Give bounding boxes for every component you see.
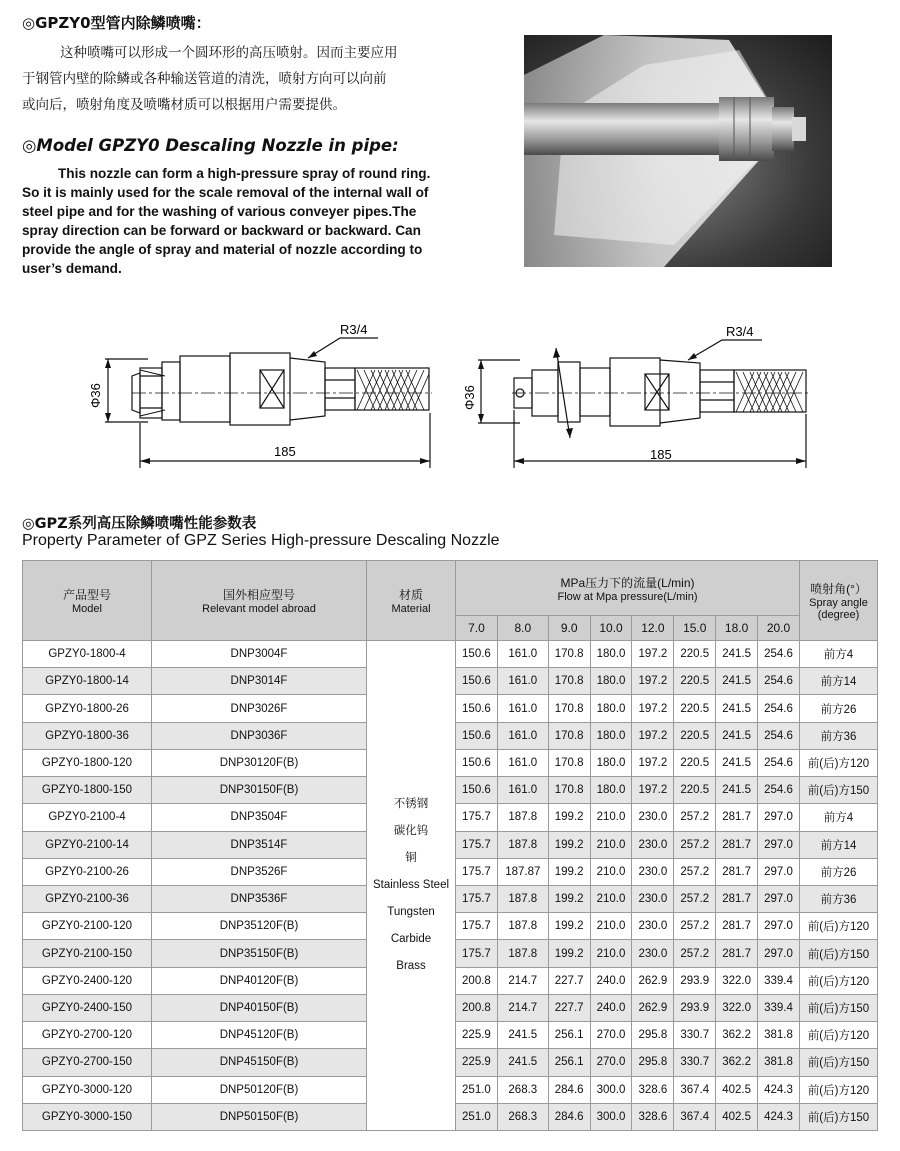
flow-cell: 241.5 [716, 722, 758, 749]
spray-angle-cell: 前(后)方120 [800, 1022, 878, 1049]
model-cell: GPZY0-2100-14 [23, 831, 152, 858]
model-header: 产品型号 Model [23, 561, 152, 641]
flow-cell: 257.2 [674, 858, 716, 885]
model-cell: GPZY0-3000-150 [23, 1103, 152, 1130]
flow-cell: 328.6 [632, 1076, 674, 1103]
pressure-header: 15.0 [674, 616, 716, 641]
flow-cell: 240.0 [590, 967, 632, 994]
flow-cell: 180.0 [590, 749, 632, 776]
flow-cell: 175.7 [456, 858, 498, 885]
flow-cell: 295.8 [632, 1049, 674, 1076]
flow-cell: 281.7 [716, 913, 758, 940]
flow-cell: 254.6 [758, 641, 800, 668]
abroad-model-cell: DNP35150F(B) [152, 940, 367, 967]
nozzle-spray-photo [524, 35, 832, 267]
en-line: provide the angle of spray and material of nozzle according to [22, 242, 423, 257]
flow-cell: 262.9 [632, 967, 674, 994]
flow-cell: 187.8 [497, 804, 548, 831]
model-cell: GPZY0-2100-36 [23, 885, 152, 912]
model-cell: GPZY0-2400-120 [23, 967, 152, 994]
en-line: So it is mainly used for the scale removal of the internal wall of [22, 185, 429, 200]
material-header: 材质 Material [367, 561, 456, 641]
abroad-model-cell: DNP3514F [152, 831, 367, 858]
flow-cell: 284.6 [548, 1076, 590, 1103]
flow-cell: 170.8 [548, 695, 590, 722]
flow-cell: 175.7 [456, 885, 498, 912]
flow-cell: 187.8 [497, 831, 548, 858]
flow-cell: 180.0 [590, 668, 632, 695]
flow-cell: 214.7 [497, 967, 548, 994]
flow-cell: 150.6 [456, 722, 498, 749]
flow-cell: 150.6 [456, 668, 498, 695]
flow-cell: 251.0 [456, 1076, 498, 1103]
flow-cell: 230.0 [632, 913, 674, 940]
abroad-model-cell: DNP3036F [152, 722, 367, 749]
flow-cell: 199.2 [548, 940, 590, 967]
flow-cell: 257.2 [674, 885, 716, 912]
material-cell [367, 641, 456, 1131]
flow-cell: 220.5 [674, 695, 716, 722]
flow-cell: 381.8 [758, 1022, 800, 1049]
cn-line: 于钢管内壁的除鳞或各种输送管道的清洗，喷射方向可以向前 [22, 71, 387, 87]
material-item: Tungsten Carbide [387, 906, 435, 945]
model-cell: GPZY0-2100-4 [23, 804, 152, 831]
flow-cell: 180.0 [590, 777, 632, 804]
spray-angle-cell: 前方14 [800, 668, 878, 695]
flow-cell: 328.6 [632, 1103, 674, 1130]
flow-cell: 270.0 [590, 1049, 632, 1076]
spray-angle-cell: 前方26 [800, 695, 878, 722]
abroad-model-cell: DNP45120F(B) [152, 1022, 367, 1049]
model-cell: GPZY0-2100-26 [23, 858, 152, 885]
flow-cell: 170.8 [548, 777, 590, 804]
abroad-model-cell: DNP35120F(B) [152, 913, 367, 940]
flow-cell: 300.0 [590, 1103, 632, 1130]
spray-angle-cell: 前(后)方150 [800, 1103, 878, 1130]
flow-cell: 293.9 [674, 967, 716, 994]
flow-cell: 241.5 [497, 1049, 548, 1076]
flow-cell: 297.0 [758, 885, 800, 912]
flow-cell: 170.8 [548, 668, 590, 695]
spray-angle-cell: 前(后)方150 [800, 1049, 878, 1076]
flow-cell: 210.0 [590, 913, 632, 940]
model-cell: GPZY0-2100-150 [23, 940, 152, 967]
flow-cell: 254.6 [758, 695, 800, 722]
flow-cell: 241.5 [716, 777, 758, 804]
model-cell: GPZY0-2700-120 [23, 1022, 152, 1049]
flow-cell: 241.5 [716, 641, 758, 668]
en-line: steel pipe and for the washing of various conveyer pipes.The [22, 204, 417, 219]
flow-cell: 187.8 [497, 885, 548, 912]
left-thread-label: R3/4 [340, 322, 368, 337]
flow-cell: 161.0 [497, 777, 548, 804]
flow-cell: 230.0 [632, 885, 674, 912]
material-item: 不锈钢 [393, 798, 429, 810]
flow-cell: 240.0 [590, 994, 632, 1021]
model-cell: GPZY0-1800-36 [23, 722, 152, 749]
flow-cell: 402.5 [716, 1076, 758, 1103]
pressure-header: 18.0 [716, 616, 758, 641]
flow-cell: 339.4 [758, 994, 800, 1021]
flow-cell: 262.9 [632, 994, 674, 1021]
flow-cell: 339.4 [758, 967, 800, 994]
abroad-model-cell: DNP3014F [152, 668, 367, 695]
pressure-header: 9.0 [548, 616, 590, 641]
material-item: Brass [396, 960, 426, 972]
material-item: 铜 [405, 852, 417, 864]
flow-cell: 220.5 [674, 641, 716, 668]
model-cell: GPZY0-2100-120 [23, 913, 152, 940]
en-description [22, 164, 492, 278]
flow-cell: 161.0 [497, 668, 548, 695]
cn-line: 或向后，喷射角度及喷嘴材质可以根据用户需要提供。 [22, 97, 346, 113]
model-cell: GPZY0-1800-14 [23, 668, 152, 695]
flow-cell: 297.0 [758, 940, 800, 967]
flow-cell: 161.0 [497, 695, 548, 722]
spray-angle-cell: 前方4 [800, 641, 878, 668]
abroad-model-cell: DNP40150F(B) [152, 994, 367, 1021]
material-item: Stainless Steel [372, 879, 450, 891]
abroad-model-cell: DNP40120F(B) [152, 967, 367, 994]
flow-cell: 230.0 [632, 940, 674, 967]
flow-cell: 150.6 [456, 641, 498, 668]
flow-cell: 322.0 [716, 994, 758, 1021]
flow-cell: 227.7 [548, 994, 590, 1021]
flow-cell: 241.5 [497, 1022, 548, 1049]
table-title-cn: ◎GPZ系列高压除鳞喷嘴性能参数表 [22, 516, 257, 532]
flow-cell: 297.0 [758, 804, 800, 831]
flow-cell: 251.0 [456, 1103, 498, 1130]
spray-angle-cell: 前(后)方150 [800, 994, 878, 1021]
flow-cell: 281.7 [716, 885, 758, 912]
flow-cell: 187.87 [497, 858, 548, 885]
flow-cell: 241.5 [716, 749, 758, 776]
pressure-header: 8.0 [497, 616, 548, 641]
spray-angle-cell: 前方36 [800, 885, 878, 912]
flow-cell: 210.0 [590, 804, 632, 831]
flow-cell: 175.7 [456, 913, 498, 940]
abroad-model-cell: DNP30150F(B) [152, 777, 367, 804]
flow-cell: 300.0 [590, 1076, 632, 1103]
flow-cell: 281.7 [716, 940, 758, 967]
flow-cell: 254.6 [758, 777, 800, 804]
pressure-header: 7.0 [456, 616, 498, 641]
flow-cell: 257.2 [674, 913, 716, 940]
material-item: 碳化钨 [393, 825, 429, 837]
abroad-model-cell: DNP45150F(B) [152, 1049, 367, 1076]
flow-cell: 210.0 [590, 940, 632, 967]
flow-cell: 199.2 [548, 858, 590, 885]
flow-cell: 161.0 [497, 641, 548, 668]
flow-cell: 220.5 [674, 749, 716, 776]
flow-cell: 284.6 [548, 1103, 590, 1130]
abroad-model-cell: DNP3536F [152, 885, 367, 912]
flow-cell: 227.7 [548, 967, 590, 994]
flow-cell: 330.7 [674, 1022, 716, 1049]
en-section-title: ◎Model GPZY0 Descaling Nozzle in pipe: [22, 136, 399, 155]
flow-cell: 241.5 [716, 695, 758, 722]
spray-angle-cell: 前(后)方120 [800, 913, 878, 940]
flow-cell: 225.9 [456, 1049, 498, 1076]
spray-angle-cell: 前(后)方150 [800, 777, 878, 804]
flow-cell: 270.0 [590, 1022, 632, 1049]
spray-angle-cell: 前方4 [800, 804, 878, 831]
model-cell: GPZY0-1800-120 [23, 749, 152, 776]
nozzle-technical-drawings [0, 318, 900, 478]
flow-cell: 230.0 [632, 804, 674, 831]
flow-cell: 424.3 [758, 1076, 800, 1103]
flow-cell: 257.2 [674, 831, 716, 858]
cn-section-title: ◎GPZY0型管内除鳞喷嘴： [22, 14, 211, 32]
flow-cell: 225.9 [456, 1022, 498, 1049]
flow-cell: 150.6 [456, 777, 498, 804]
flow-cell: 254.6 [758, 749, 800, 776]
left-length-label: 185 [274, 444, 296, 459]
flow-cell: 150.6 [456, 695, 498, 722]
model-cell: GPZY0-1800-4 [23, 641, 152, 668]
flow-cell: 170.8 [548, 749, 590, 776]
flow-cell: 367.4 [674, 1103, 716, 1130]
flow-header: MPa压力下的流量(L/min) Flow at Mpa pressure(L/min) [456, 561, 800, 616]
cn-line: 这种喷嘴可以形成一个圆环形的高压喷射。因而主要应用 [60, 45, 398, 61]
spray-angle-cell: 前(后)方120 [800, 967, 878, 994]
flow-cell: 197.2 [632, 749, 674, 776]
flow-cell: 297.0 [758, 858, 800, 885]
flow-cell: 254.6 [758, 722, 800, 749]
flow-cell: 230.0 [632, 831, 674, 858]
flow-cell: 230.0 [632, 858, 674, 885]
en-line: This nozzle can form a high-pressure spray of round ring. [58, 166, 431, 181]
flow-cell: 197.2 [632, 641, 674, 668]
pressure-header: 20.0 [758, 616, 800, 641]
flow-cell: 424.3 [758, 1103, 800, 1130]
flow-cell: 256.1 [548, 1022, 590, 1049]
abroad-model-cell: DNP3004F [152, 641, 367, 668]
flow-cell: 187.8 [497, 913, 548, 940]
right-diameter-label: Φ36 [462, 385, 477, 410]
flow-cell: 150.6 [456, 749, 498, 776]
flow-cell: 170.8 [548, 722, 590, 749]
spray-angle-cell: 前(后)方120 [800, 749, 878, 776]
flow-cell: 161.0 [497, 749, 548, 776]
table-title-en: Property Parameter of GPZ Series High-pressure Descaling Nozzle [22, 532, 500, 549]
flow-cell: 180.0 [590, 695, 632, 722]
flow-cell: 367.4 [674, 1076, 716, 1103]
flow-cell: 175.7 [456, 804, 498, 831]
abroad-header: 国外相应型号 Relevant model abroad [152, 561, 367, 641]
flow-cell: 187.8 [497, 940, 548, 967]
flow-cell: 210.0 [590, 831, 632, 858]
flow-cell: 175.7 [456, 831, 498, 858]
model-cell: GPZY0-2700-150 [23, 1049, 152, 1076]
cn-description [22, 40, 482, 118]
abroad-model-cell: DNP3026F [152, 695, 367, 722]
flow-cell: 257.2 [674, 804, 716, 831]
flow-cell: 281.7 [716, 804, 758, 831]
flow-cell: 268.3 [497, 1076, 548, 1103]
abroad-model-cell: DNP50120F(B) [152, 1076, 367, 1103]
table-row [23, 641, 878, 668]
abroad-model-cell: DNP50150F(B) [152, 1103, 367, 1130]
en-line: user’s demand. [22, 261, 122, 276]
abroad-model-cell: DNP3526F [152, 858, 367, 885]
flow-cell: 281.7 [716, 858, 758, 885]
flow-cell: 322.0 [716, 967, 758, 994]
flow-cell: 256.1 [548, 1049, 590, 1076]
abroad-model-cell: DNP30120F(B) [152, 749, 367, 776]
flow-cell: 281.7 [716, 831, 758, 858]
flow-cell: 220.5 [674, 722, 716, 749]
left-diameter-label: Φ36 [88, 383, 103, 408]
right-thread-label: R3/4 [726, 324, 754, 339]
model-cell: GPZY0-1800-150 [23, 777, 152, 804]
flow-cell: 362.2 [716, 1049, 758, 1076]
flow-cell: 295.8 [632, 1022, 674, 1049]
flow-cell: 197.2 [632, 668, 674, 695]
flow-cell: 210.0 [590, 858, 632, 885]
spray-angle-header: 喷射角(°） Spray angle (degree) [800, 561, 878, 641]
flow-cell: 175.7 [456, 940, 498, 967]
flow-cell: 381.8 [758, 1049, 800, 1076]
flow-cell: 293.9 [674, 994, 716, 1021]
flow-cell: 197.2 [632, 777, 674, 804]
flow-cell: 257.2 [674, 940, 716, 967]
flow-cell: 330.7 [674, 1049, 716, 1076]
spray-angle-cell: 前(后)方150 [800, 940, 878, 967]
flow-cell: 200.8 [456, 994, 498, 1021]
en-line: spray direction can be forward or backward or backward. Can [22, 223, 421, 238]
flow-cell: 254.6 [758, 668, 800, 695]
flow-cell: 161.0 [497, 722, 548, 749]
flow-cell: 197.2 [632, 695, 674, 722]
flow-cell: 199.2 [548, 885, 590, 912]
flow-cell: 297.0 [758, 913, 800, 940]
flow-cell: 170.8 [548, 641, 590, 668]
flow-cell: 180.0 [590, 641, 632, 668]
pressure-header: 10.0 [590, 616, 632, 641]
flow-cell: 297.0 [758, 831, 800, 858]
flow-cell: 402.5 [716, 1103, 758, 1130]
flow-cell: 220.5 [674, 777, 716, 804]
flow-cell: 214.7 [497, 994, 548, 1021]
flow-cell: 199.2 [548, 804, 590, 831]
flow-cell: 210.0 [590, 885, 632, 912]
spray-angle-cell: 前(后)方120 [800, 1076, 878, 1103]
flow-cell: 362.2 [716, 1022, 758, 1049]
right-length-label: 185 [650, 447, 672, 462]
pressure-header: 12.0 [632, 616, 674, 641]
flow-cell: 220.5 [674, 668, 716, 695]
spray-angle-cell: 前方36 [800, 722, 878, 749]
flow-cell: 180.0 [590, 722, 632, 749]
spray-angle-cell: 前方26 [800, 858, 878, 885]
flow-cell: 200.8 [456, 967, 498, 994]
flow-cell: 199.2 [548, 913, 590, 940]
flow-cell: 268.3 [497, 1103, 548, 1130]
abroad-model-cell: DNP3504F [152, 804, 367, 831]
flow-cell: 197.2 [632, 722, 674, 749]
flow-cell: 199.2 [548, 831, 590, 858]
spray-angle-cell: 前方14 [800, 831, 878, 858]
property-parameter-table [22, 560, 878, 1131]
flow-cell: 241.5 [716, 668, 758, 695]
model-cell: GPZY0-2400-150 [23, 994, 152, 1021]
model-cell: GPZY0-1800-26 [23, 695, 152, 722]
model-cell: GPZY0-3000-120 [23, 1076, 152, 1103]
